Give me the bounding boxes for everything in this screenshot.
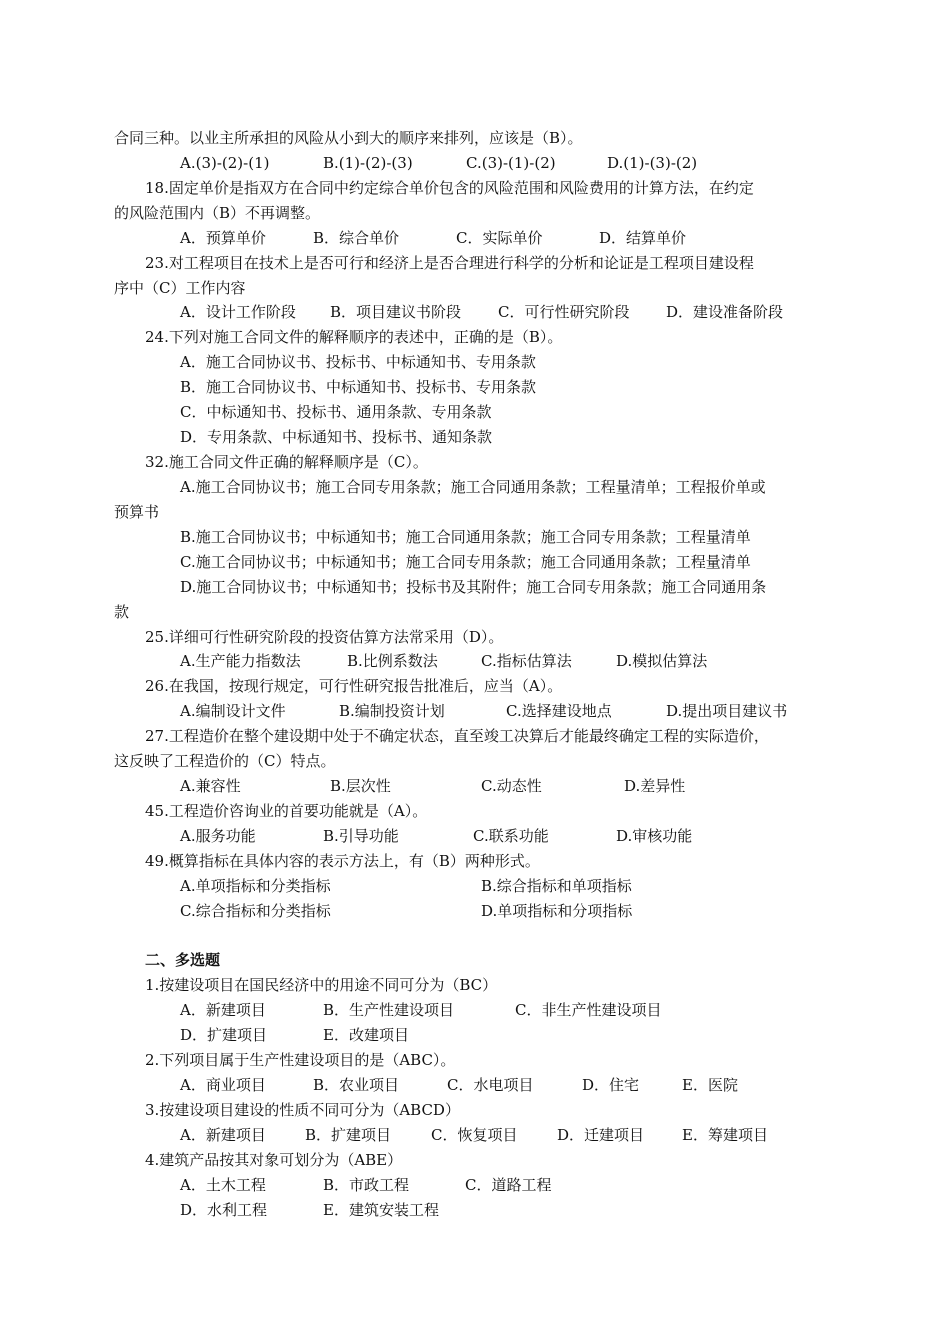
option-d: D.施工合同协议书；中标通知书；投标书及其附件；施工合同专用条款；施工合同通用条	[180, 578, 767, 596]
option-a: A．施工合同协议书、投标书、中标通知书、专用条款	[180, 353, 536, 371]
question-27: 27.工程造价在整个建设期中处于不确定状态，直至竣工决算后才能最终确定工程的实际造价，	[145, 727, 769, 745]
option-a: A．设计工作阶段	[180, 303, 296, 321]
question-18: 18.固定单价是指双方在合同中约定综合单价包含的风险范围和风险费用的计算方法，在约定	[145, 179, 754, 197]
option-d: D.单项指标和分项指标	[481, 902, 633, 920]
option-e: E．建筑安装工程	[323, 1201, 439, 1219]
option-a: A.生产能力指数法	[180, 652, 301, 670]
question-text: 合同三种。以业主所承担的风险从小到大的顺序来排列，应该是（B）。	[114, 129, 583, 147]
option-a: A．预算单价	[180, 229, 266, 247]
question-m3: 3.按建设项目建设的性质不同可分为（ABCD）	[145, 1101, 460, 1119]
option-a: A.编制设计文件	[180, 702, 286, 720]
option-b: B．农业项目	[313, 1076, 400, 1094]
option-e: E．改建项目	[323, 1026, 409, 1044]
option-b: B.编制投资计划	[339, 702, 445, 720]
option-c: C．非生产性建设项目	[515, 1001, 662, 1019]
option-a: A．新建项目	[180, 1001, 266, 1019]
option-b: B．市政工程	[323, 1176, 410, 1194]
option-c: C．中标通知书、投标书、通用条款、专用条款	[180, 403, 492, 421]
option-b: B.综合指标和单项指标	[481, 877, 632, 895]
question-18-cont: 的风险范围内（B）不再调整。	[114, 204, 321, 222]
option-e: E．筹建项目	[682, 1126, 768, 1144]
question-23: 23.对工程项目在技术上是否可行和经济上是否合理进行科学的分析和论证是工程项目建设程	[145, 254, 754, 272]
option-c: C．水电项目	[447, 1076, 534, 1094]
option-b: B.比例系数法	[347, 652, 438, 670]
option-d: D．专用条款、中标通知书、投标书、通知条款	[180, 428, 493, 446]
option-a-cont: 预算书	[114, 503, 160, 521]
option-a: A.兼容性	[180, 777, 241, 795]
option-b: B．施工合同协议书、中标通知书、投标书、专用条款	[180, 378, 537, 396]
option-b: B.施工合同协议书；中标通知书；施工合同通用条款；施工合同专用条款；工程量清单	[180, 528, 751, 546]
option-a: A．土木工程	[180, 1176, 266, 1194]
question-m4: 4.建筑产品按其对象可划分为（ABE）	[145, 1151, 403, 1169]
question-24: 24.下列对施工合同文件的解释顺序的表述中，正确的是（B）。	[145, 328, 563, 346]
question-23-cont: 序中（C）工作内容	[114, 279, 246, 297]
option-d: D．建设准备阶段	[666, 303, 784, 321]
option-a: A．商业项目	[180, 1076, 266, 1094]
option-a: A.(3)-(2)-(1)	[180, 154, 270, 172]
option-c: C.联系功能	[473, 827, 549, 845]
option-c: C.(3)-(1)-(2)	[466, 154, 556, 172]
question-26: 26.在我国，按现行规定，可行性研究报告批准后，应当（A）。	[145, 677, 563, 695]
option-d: D．迁建项目	[557, 1126, 645, 1144]
option-d: D.模拟估算法	[616, 652, 708, 670]
option-b: B．项目建议书阶段	[330, 303, 462, 321]
option-b: B.引导功能	[323, 827, 399, 845]
option-b: B.(1)-(2)-(3)	[323, 154, 413, 172]
option-b: B.层次性	[330, 777, 391, 795]
option-a: A.服务功能	[180, 827, 256, 845]
option-a: A.施工合同协议书；施工合同专用条款；施工合同通用条款；工程量清单；工程报价单或	[180, 478, 766, 496]
question-25: 25.详细可行性研究阶段的投资估算方法常采用（D）。	[145, 628, 504, 646]
option-d: D．住宅	[582, 1076, 640, 1094]
option-c: C.施工合同协议书；中标通知书；施工合同专用条款；施工合同通用条款；工程量清单	[180, 553, 751, 571]
option-c: C．道路工程	[465, 1176, 552, 1194]
question-m1: 1.按建设项目在国民经济中的用途不同可分为（BC）	[145, 976, 498, 994]
question-45: 45.工程造价咨询业的首要功能就是（A）。	[145, 802, 428, 820]
option-e: E．医院	[682, 1076, 738, 1094]
option-d: D.提出项目建议书	[666, 702, 788, 720]
option-d: D．水利工程	[180, 1201, 268, 1219]
option-d: D．结算单价	[599, 229, 687, 247]
option-c: C．恢复项目	[431, 1126, 518, 1144]
section-heading: 二、多选题	[145, 951, 221, 969]
option-c: C．可行性研究阶段	[498, 303, 630, 321]
option-c: C.选择建设地点	[506, 702, 612, 720]
option-c: C.动态性	[481, 777, 542, 795]
option-a: A.单项指标和分类指标	[180, 877, 331, 895]
option-d: D.差异性	[624, 777, 686, 795]
option-c: C.指标估算法	[481, 652, 572, 670]
option-b: B．扩建项目	[305, 1126, 392, 1144]
question-m2: 2.下列项目属于生产性建设项目的是（ABC）。	[145, 1051, 456, 1069]
option-a: A．新建项目	[180, 1126, 266, 1144]
question-49: 49.概算指标在具体内容的表示方法上，有（B）两种形式。	[145, 852, 540, 870]
option-d: D.审核功能	[616, 827, 693, 845]
option-d: D．扩建项目	[180, 1026, 268, 1044]
option-c: C．实际单价	[456, 229, 543, 247]
question-27-cont: 这反映了工程造价的（C）特点。	[114, 752, 336, 770]
question-32: 32.施工合同文件正确的解释顺序是（C）。	[145, 453, 428, 471]
option-d: D.(1)-(3)-(2)	[607, 154, 698, 172]
option-c: C.综合指标和分类指标	[180, 902, 331, 920]
option-b: B．生产性建设项目	[323, 1001, 455, 1019]
option-b: B．综合单价	[313, 229, 400, 247]
option-d-cont: 款	[114, 603, 130, 621]
